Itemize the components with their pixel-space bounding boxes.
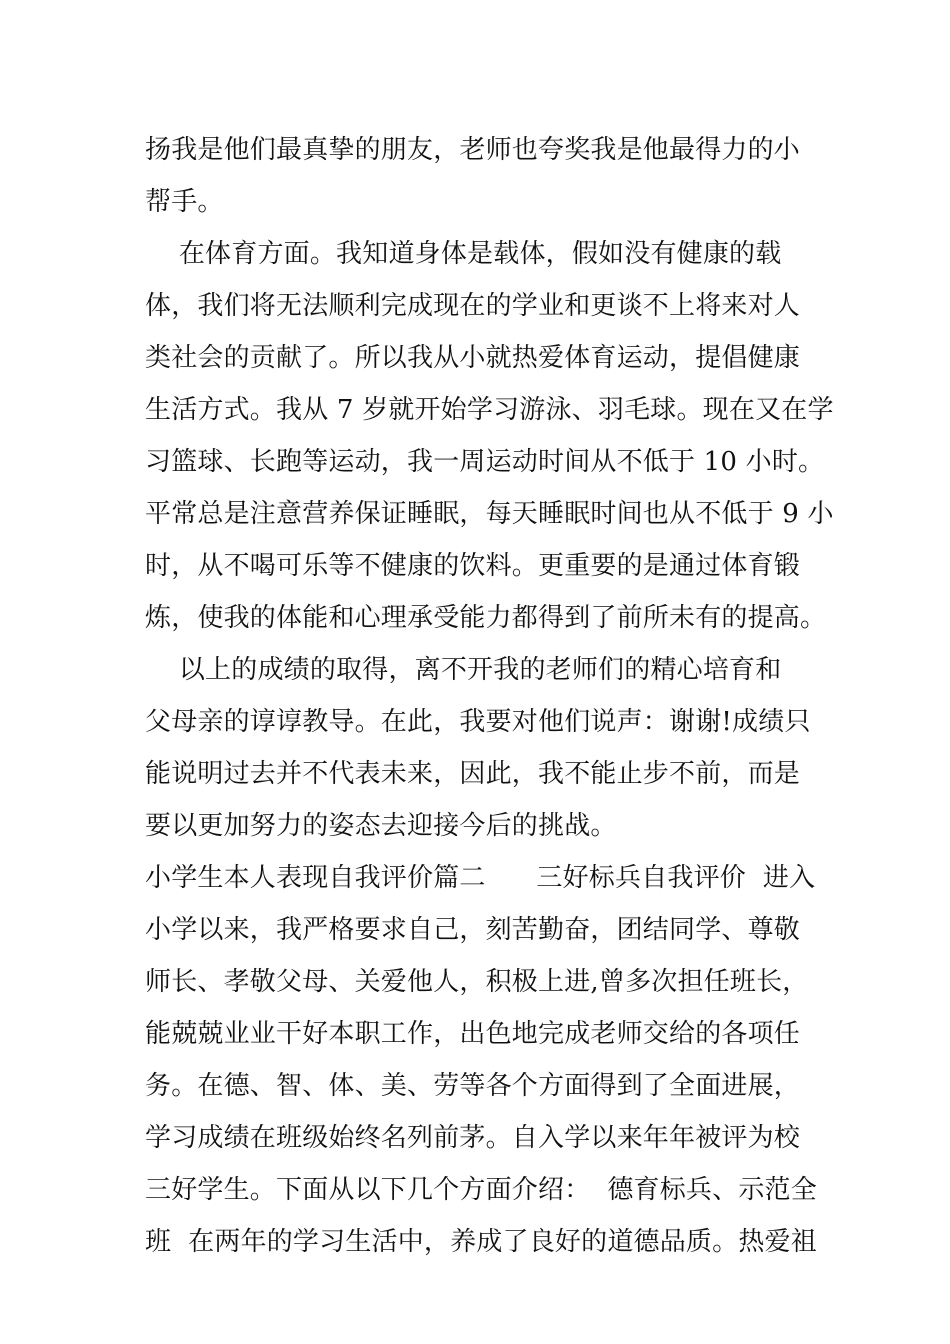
text-line: 帮手。 xyxy=(145,187,224,217)
section-heading-line: 小学生本人表现自我评价篇二 三好标兵自我评价 进入 xyxy=(145,863,816,893)
text-line: 体，我们将无法顺利完成现在的学业和更谈不上将来对人 xyxy=(145,291,801,321)
text-line: 能兢兢业业干好本职工作，出色地完成老师交给的各项任 xyxy=(145,1019,801,1049)
text-line: 习篮球、长跑等运动，我一周运动时间从不低于 10 小时。 xyxy=(145,447,825,477)
text-line: 父母亲的谆谆教导。在此，我要对他们说声：谢谢!成绩只 xyxy=(145,707,811,737)
text-line: 炼，使我的体能和心理承受能力都得到了前所未有的提高。 xyxy=(145,603,827,633)
text-line: 务。在德、智、体、美、劳等各个方面得到了全面进展， xyxy=(145,1071,801,1101)
text-line: 以上的成绩的取得，离不开我的老师们的精心培育和 xyxy=(145,655,782,685)
text-line: 平常总是注意营养保证睡眠，每天睡眠时间也从不低于 9 小 xyxy=(145,499,834,529)
text-line: 生活方式。我从 7 岁就开始学习游泳、羽毛球。现在又在学 xyxy=(145,395,834,425)
text-line: 学习成绩在班级始终名列前茅。自入学以来年年被评为校 xyxy=(145,1123,801,1153)
text-line: 师长、孝敬父母、关爱他人，积极上进,曾多次担任班长， xyxy=(145,967,809,997)
text-line: 在体育方面。我知道身体是载体，假如没有健康的载 xyxy=(145,239,782,269)
text-line: 班 在两年的学习生活中，养成了良好的道德品质。热爱祖 xyxy=(145,1227,817,1257)
text-line: 要以更加努力的姿态去迎接今后的挑战。 xyxy=(145,811,617,841)
text-line: 能说明过去并不代表未来，因此，我不能止步不前，而是 xyxy=(145,759,801,789)
text-line: 小学以来，我严格要求自己，刻苦勤奋，团结同学、尊敬 xyxy=(145,915,801,945)
text-line: 时，从不喝可乐等不健康的饮料。更重要的是通过体育锻 xyxy=(145,551,801,581)
body-text xyxy=(145,124,834,1268)
text-line: 扬我是他们最真挚的朋友，老师也夸奖我是他最得力的小 xyxy=(145,135,801,165)
text-line: 类社会的贡献了。所以我从小就热爱体育运动，提倡健康 xyxy=(145,343,801,373)
text-line: 三好学生。下面从以下几个方面介绍： 德育标兵、示范全 xyxy=(145,1175,817,1205)
